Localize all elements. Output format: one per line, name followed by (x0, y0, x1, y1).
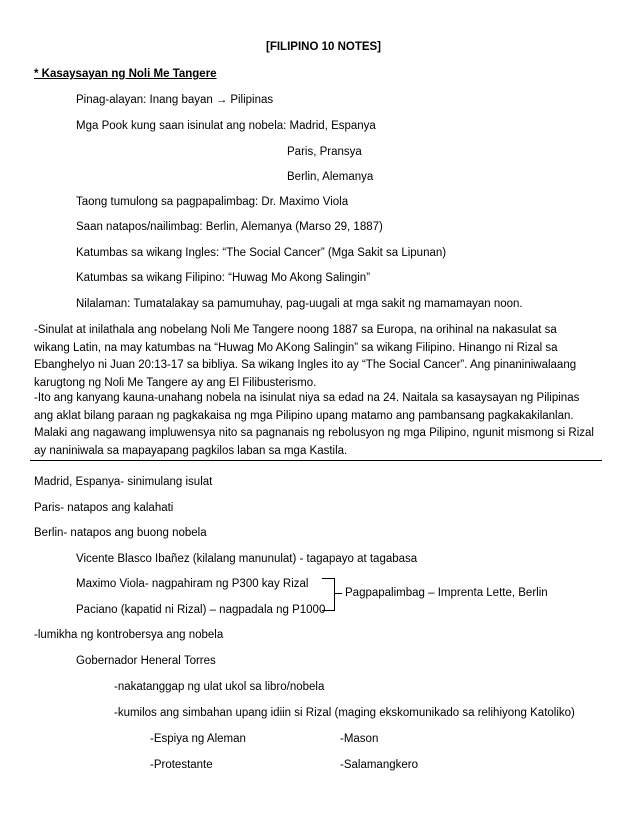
paragraph-sinulat: -Sinulat at inilathala ang nobelang Noli Me Tangere noong 1887 sa Europa, na orihinal na nakasulat sa wikang Latin, na may katumbas na “Huwag Mo AKong Salingin” sa wikang Filipino. Hinango ni Rizal sa Ebanghelyo ni Juan 20:13-17 sa bibliya. Sa wikang Ingles ito ay “The Social Cancer”. Ang pinaniniwalaang karugtong ng Noli Me Tangere ay ang El Filibusterismo. (34, 324, 577, 389)
fact-ingles: Katumbas sa wikang Ingles: “The Social Cancer” (Mga Sakit sa Lipunan) (76, 247, 447, 259)
fact-natapos: Saan natapos/nailimbag: Berlin, Alemanya (Marso 29, 1887) (76, 221, 383, 233)
mga-pook-line: Mga Pook kung saan isinulat ang nobela: Madrid, Espanya (76, 120, 376, 132)
accusation-espiya: -Espiya ng Aleman (150, 733, 246, 745)
accusation-protestante: -Protestante (150, 759, 213, 771)
mga-pook-berlin: Berlin, Alemanya (287, 171, 374, 183)
horizontal-rule (30, 460, 602, 461)
paragraph-kauna-unahan: -Ito ang kanyang kauna-unahang nobela na isinulat niya sa edad na 24. Naitala sa kasaysayan ng Pilipinas ang aklat bilang paraan ng pagkakaisa ng mga Pilipino upang matamo ang pambansang pagkakakilanlan. Malaki ang nagawang impluwensya nito sa pagnanais ng rebolusyon ng mga Pilipino, ngunit mismong si Rizal ay naniniwala sa mapayapang pagkilos laban sa mga Kastila. (34, 392, 594, 457)
fact-filipino: Katumbas sa wikang Filipino: “Huwag Mo Akong Salingin” (76, 272, 371, 284)
person-viola: Maximo Viola- nagpahiram ng P300 kay Rizal (76, 578, 309, 590)
person-ibanez: Vicente Blasco Ibañez (kilalang manunulat) - tagapayo at tagabasa (76, 553, 418, 565)
gov-action-simbahan: -kumilos ang simbahan upang idiin si Rizal (maging ekskomunikado sa relihiyong Katoliko) (114, 707, 575, 719)
page-title: [FILIPINO 10 NOTES] (266, 41, 382, 53)
controversy-line: -lumikha ng kontrobersya ang nobela (34, 629, 224, 641)
pinag-alayan-label: Pinag-alayan: Inang bayan (76, 94, 213, 106)
pinag-alayan-line (76, 93, 273, 107)
gov-action-ulat: -nakatanggap ng ulat ukol sa libro/nobela (114, 681, 325, 693)
bracket (322, 578, 335, 611)
bracket-connector (334, 593, 342, 594)
fact-nilalaman: Nilalaman: Tumatalakay sa pamumuhay, pag-uugali at mga sakit ng mamamayan noon. (76, 298, 523, 310)
fact-tumulong: Taong tumulong sa pagpapalimbag: Dr. Maximo Viola (76, 196, 349, 208)
accusation-mason: -Mason (340, 733, 379, 745)
arrow-right-icon: → (215, 94, 228, 106)
place-paris: Paris- natapos ang kalahati (34, 502, 174, 514)
bracket-note: Pagpapalimbag – Imprenta Lette, Berlin (345, 587, 548, 599)
governor-line: Gobernador Heneral Torres (76, 655, 216, 667)
section-heading: * Kasaysayan ng Noli Me Tangere (34, 68, 217, 80)
person-paciano: Paciano (kapatid ni Rizal) – nagpadala ng P1000 (76, 604, 326, 616)
mga-pook-paris: Paris, Pransya (287, 146, 362, 158)
pinag-alayan-target: Pilipinas (230, 94, 274, 106)
place-madrid: Madrid, Espanya- sinimulang isulat (34, 476, 213, 488)
place-berlin: Berlin- natapos ang buong nobela (34, 527, 207, 539)
accusation-salamangkero: -Salamangkero (340, 759, 418, 771)
